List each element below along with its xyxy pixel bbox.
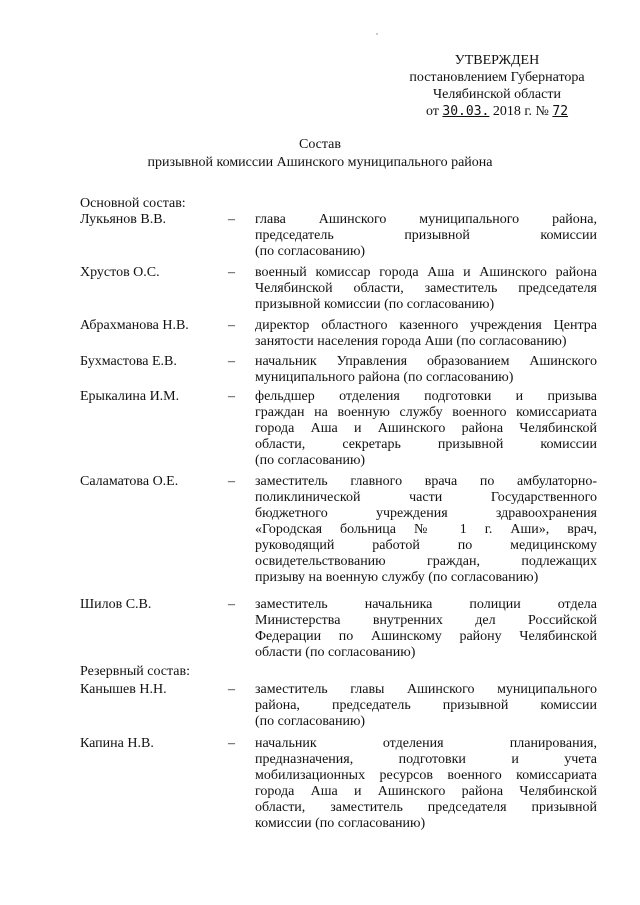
role-line: бюджетного учреждения здравоохранения (255, 506, 597, 521)
role-line: заместитель главы Ашинского муниципального (255, 682, 597, 697)
role-line: (по согласованию) (255, 714, 366, 729)
role-line: граждан на военную службу военного комиссариата (255, 405, 597, 420)
role-line: города Аша и Ашинского района Челябинской (255, 784, 597, 799)
title-line-1: Состав (298, 137, 341, 152)
member-role (255, 389, 597, 469)
approval-heading: УТВЕРЖДЕН (454, 53, 540, 68)
member-name: Хрустов О.С. (80, 265, 160, 280)
date-prefix: от (425, 104, 439, 119)
role-line: занятости населения города Аши (по согласованию) (255, 334, 567, 349)
member-name: Ерыкалина И.М. (80, 389, 180, 404)
role-line: области (по согласованию) (255, 645, 416, 660)
role-line: освидетельствованию граждан, подлежащих (255, 554, 597, 569)
reserve-section-heading: Резервный состав: (80, 664, 191, 679)
member-role (255, 265, 597, 313)
role-line: «Городская больница № 1 г. Аши», врач, (255, 522, 597, 537)
member-name: Бухмастова Е.В. (80, 354, 177, 369)
role-line: города Аша и Ашинского района Челябинской (255, 421, 597, 436)
role-line: заместитель главного врача по амбулаторно- (255, 474, 597, 489)
role-line: района, председатель призывной комиссии (255, 698, 597, 713)
dash-separator: – (228, 212, 235, 227)
role-line: области, заместитель председателя призывной (255, 800, 597, 815)
approval-date-line (392, 103, 602, 120)
member-name: Лукьянов В.В. (80, 212, 167, 227)
approval-line-1: постановлением Губернатора (409, 70, 585, 85)
member-role (255, 736, 597, 832)
role-line: заместитель начальника полиции отдела (255, 597, 597, 612)
dash-separator: – (228, 265, 235, 280)
title-line-2: призывной комиссии Ашинского муниципального района (147, 155, 493, 170)
role-line: поликлинической части Государственного (255, 490, 597, 505)
role-line: глава Ашинского муниципального района, (255, 212, 597, 227)
date-value: 30.03. (442, 104, 490, 119)
member-name: Капина Н.В. (80, 736, 154, 751)
member-role (255, 212, 597, 260)
role-line: Челябинской области, заместитель председателя (255, 281, 597, 296)
dash-separator: – (228, 682, 235, 697)
role-line: (по согласованию) (255, 453, 366, 468)
role-line: начальник отделения планирования, (255, 736, 597, 751)
member-role (255, 682, 597, 730)
decree-number: 72 (552, 104, 569, 119)
role-line: области, секретарь призывной комиссии (255, 437, 597, 452)
dash-separator: – (228, 389, 235, 404)
role-line: комиссии (по согласованию) (255, 816, 426, 831)
member-role (255, 597, 597, 661)
approval-line-2: Челябинской области (433, 87, 561, 102)
main-section-heading: Основной состав: (80, 196, 186, 211)
approval-block (392, 52, 602, 120)
role-line: руководящий работой по медицинскому (255, 538, 597, 553)
dash-separator: – (228, 736, 235, 751)
role-line: Министерства внутренних дел Российской (255, 613, 597, 628)
member-name: Саламатова О.Е. (80, 474, 179, 489)
role-line: Федерации по Ашинскому району Челябинской (255, 629, 597, 644)
date-year: 2018 г. № (492, 104, 549, 119)
role-line: призыву на военную службу (по согласованию) (255, 570, 539, 585)
role-line: мобилизационных ресурсов военного комиссариата (255, 768, 597, 783)
role-line: директор областного казенного учреждения Центра (255, 318, 597, 333)
role-line: муниципального района (по согласованию) (255, 370, 514, 385)
role-line: фельдшер отделения подготовки и призыва (255, 389, 597, 404)
role-line: призывной комиссии (по согласованию) (255, 297, 495, 312)
role-line: начальник Управления образованием Ашинского (255, 354, 597, 369)
member-role (255, 354, 597, 386)
dash-separator: – (228, 597, 235, 612)
member-name: Абрахманова Н.В. (80, 318, 189, 333)
role-line: председатель призывной комиссии (255, 228, 597, 243)
role-line: военный комиссар города Аша и Ашинского района (255, 265, 597, 280)
member-name: Шилов С.В. (80, 597, 152, 612)
member-role (255, 318, 597, 350)
member-role (255, 474, 597, 586)
role-line: предназначения, подготовки и учета (255, 752, 597, 767)
role-line: (по согласованию) (255, 244, 366, 259)
dash-separator: – (228, 474, 235, 489)
document-title (0, 136, 640, 172)
dash-separator: – (228, 354, 235, 369)
dash-separator: – (228, 318, 235, 333)
member-name: Канышев Н.Н. (80, 682, 167, 697)
scan-speck (376, 33, 378, 35)
